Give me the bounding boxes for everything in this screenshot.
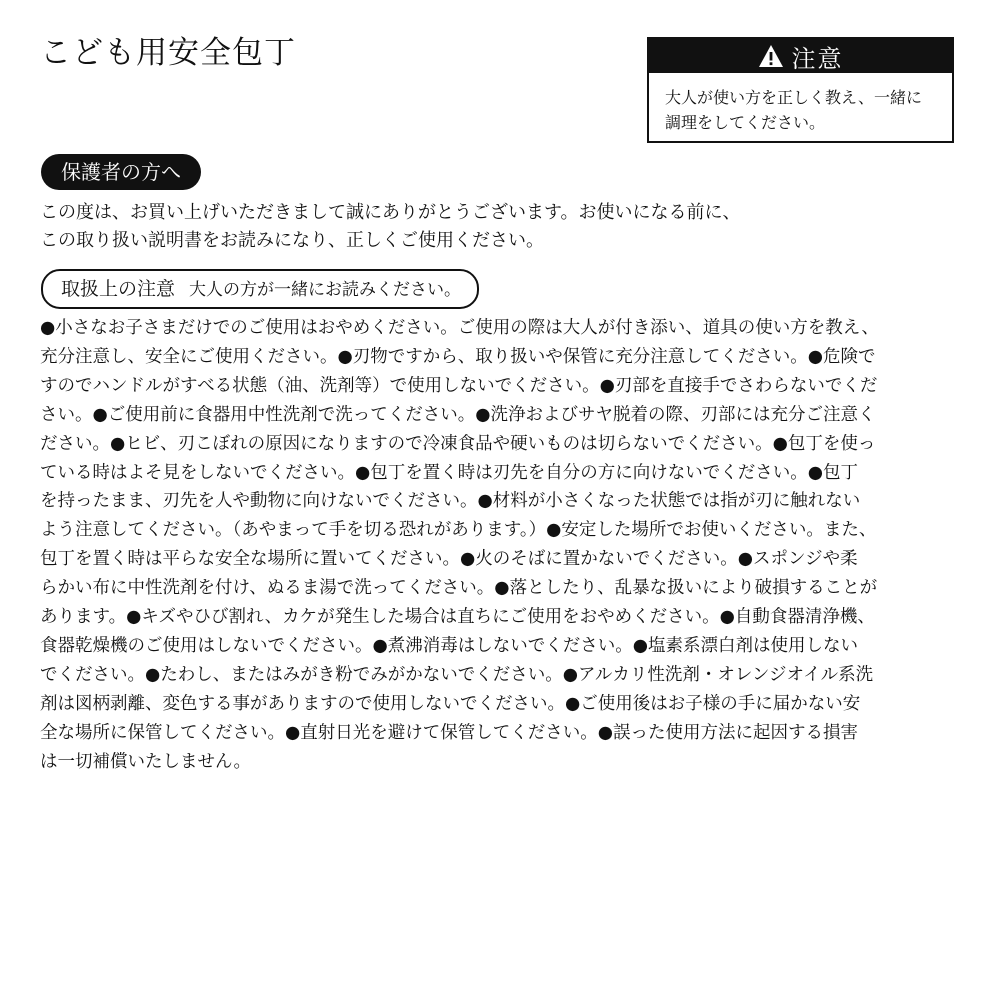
- guardian-intro: [40, 199, 960, 255]
- notes-line: 充分注意し、安全にご使用ください。●刃物ですから、取り扱いや保管に充分注意してください。●危険で: [40, 346, 876, 367]
- notes-line: さい。●ご使用前に食器用中性洗剤で洗ってください。●洗浄およびサヤ脱着の際、刃部には充分ご注意く: [40, 404, 876, 425]
- handling-notes: [40, 314, 960, 777]
- notes-line: ている時はよそ見をしないでください。●包丁を置く時は刃先を自分の方に向けないでください。●包丁: [40, 462, 859, 483]
- handling-sublabel: 大人の方が一緒にお読みください。: [189, 280, 462, 300]
- caution-text: [649, 73, 952, 135]
- caution-box: [647, 37, 954, 143]
- notes-line: すのでハンドルがすべる状態（油、洗剤等）で使用しないでください。●刃部を直接手でさわらないでくだ: [40, 375, 878, 396]
- notes-line: あります。●キズやひび割れ、カケが発生した場合は直ちにご使用をおやめください。●自動食器清浄機、: [40, 607, 875, 628]
- caution-line: 大人が使い方を正しく教え、一緒に: [665, 88, 922, 107]
- product-title: こども用安全包丁: [40, 35, 296, 71]
- intro-line: この取り扱い説明書をお読みになり、正しくご使用ください。: [40, 230, 544, 251]
- handling-section-label: [41, 269, 479, 309]
- notes-line: らかい布に中性洗剤を付け、ぬるま湯で洗ってください。●落としたり、乱暴な扱いにより破損することが: [40, 578, 878, 599]
- notes-line: 剤は図柄剥離、変色する事がありますので使用しないでください。●ご使用後はお子様の手に届かない安: [40, 693, 861, 714]
- caution-heading: 注意: [791, 44, 844, 73]
- notes-line: 全な場所に保管してください。●直射日光を避けて保管してください。●誤った使用方法に起因する損害: [40, 722, 859, 743]
- notes-line: を持ったまま、刃先を人や動物に向けないでください。●材料が小さくなった状態では指が刃に触れない: [40, 491, 861, 512]
- notes-line: 食器乾燥機のご使用はしないでください。●煮沸消毒はしないでください。●塩素系漂白剤は使用しない: [40, 635, 859, 656]
- notes-line: ださい。●ヒビ、刃こぼれの原因になりますので冷凍食品や硬いものは切らないでください。●包丁を使っ: [40, 433, 876, 454]
- handling-label: 取扱上の注意: [61, 278, 176, 300]
- notes-line: 包丁を置く時は平らな安全な場所に置いてください。●火のそばに置かないでください。●スポンジや柔: [40, 549, 858, 570]
- intro-line: この度は、お買い上げいただきまして誠にありがとうございます。お使いになる前に、: [40, 202, 741, 223]
- caution-header: [649, 39, 952, 73]
- notes-line: よう注意してください。（あやまって手を切る恐れがあります。）●安定した場所でお使いください。また、: [40, 520, 877, 541]
- notes-line: は一切補償いたしません。: [40, 751, 252, 772]
- caution-line: 調理をしてください。: [665, 113, 826, 132]
- notes-line: ●小さなお子さまだけでのご使用はおやめください。ご使用の際は大人が付き添い、道具の使い方を教え、: [40, 318, 879, 338]
- guardian-section-label: 保護者の方へ: [41, 154, 201, 190]
- warning-triangle-icon: [758, 44, 784, 68]
- notes-line: でください。●たわし、またはみがき粉でみがかないでください。●アルカリ性洗剤・オレンジオイル系洗: [40, 664, 874, 685]
